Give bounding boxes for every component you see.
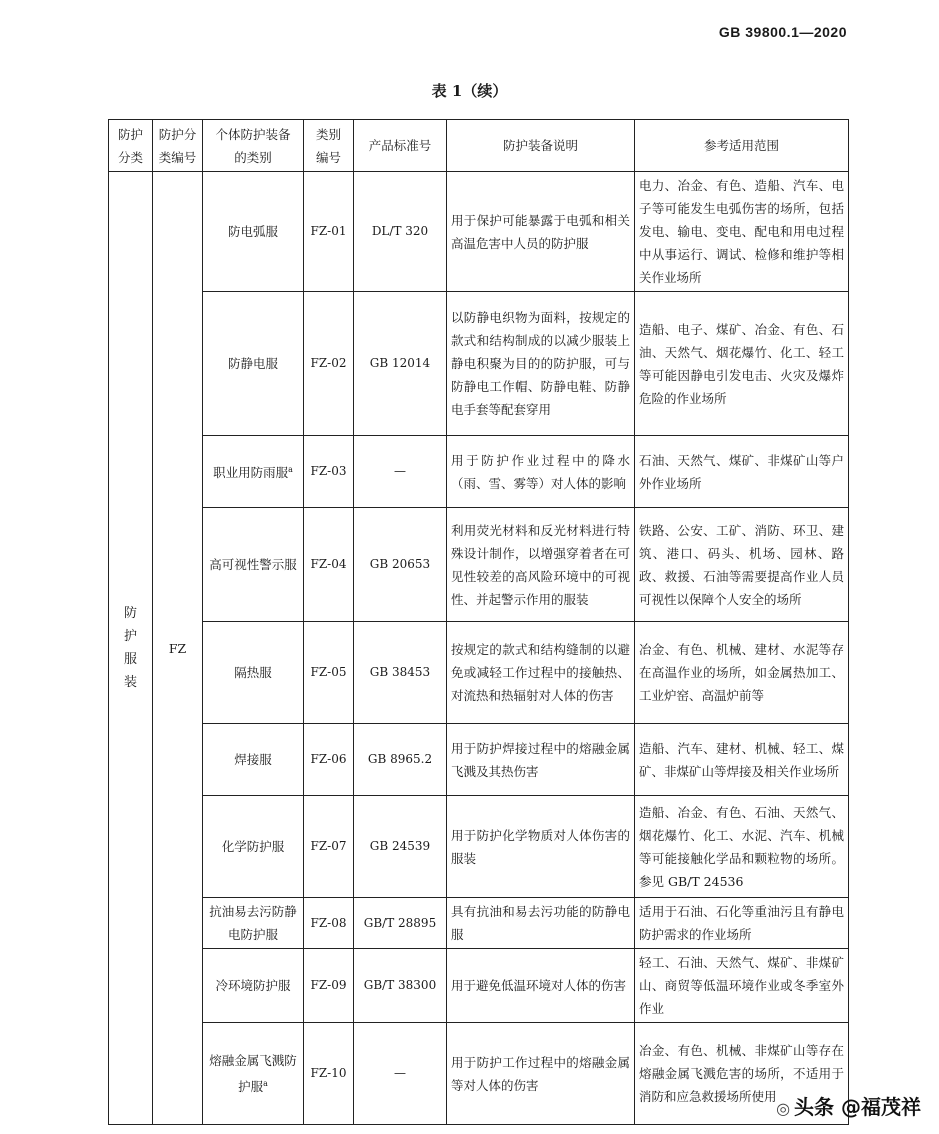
type-code-cell: FZ-08 [304,898,354,949]
scope-cell: 冶金、有色、机械、建材、水泥等存在高温作业的场所，如金属热加工、工业炉窑、高温炉前等 [635,622,849,724]
standard-number-cell: GB 12014 [354,292,447,436]
standard-number: GB 39800.1—2020 [718,24,847,40]
scope-cell: 铁路、公安、工矿、消防、环卫、建筑、港口、码头、机场、园林、路政、救援、石油等需要提高作业人员可视性以保障个人安全的场所 [635,508,849,622]
table-row [109,949,849,1023]
equipment-type-cell: 防静电服 [203,292,304,436]
standard-number-cell: — [354,1023,447,1125]
description-cell: 以防静电织物为面料，按规定的款式和结构制成的以减少服装上静电积聚为目的的防护服，可与防静电工作帽、防静电鞋、防静电手套等配套穿用 [447,292,635,436]
standard-number-cell: GB 38453 [354,622,447,724]
type-code-cell: FZ-03 [304,436,354,508]
type-code-cell: FZ-09 [304,949,354,1023]
equipment-type-cell: 高可视性警示服 [203,508,304,622]
scope-cell: 轻工、石油、天然气、煤矿、非煤矿山、商贸等低温环境作业或冬季室外作业 [635,949,849,1023]
description-cell: 用于防护焊接过程中的熔融金属飞溅及其热伤害 [447,724,635,796]
type-code-cell: FZ-06 [304,724,354,796]
watermark-text: 头条 @福茂祥 [794,1095,921,1119]
description-cell: 用于避免低温环境对人体的伤害 [447,949,635,1023]
col-header: 产品标准号 [354,120,447,172]
scope-cell: 造船、冶金、有色、石油、天然气、烟花爆竹、化工、水泥、汽车、机械等可能接触化学品和颗粒物的场所。参见 GB/T 24536 [635,796,849,898]
standard-number-cell: — [354,436,447,508]
table-row [109,292,849,436]
equipment-type-cell: 防电弧服 [203,172,304,292]
scope-cell: 石油、天然气、煤矿、非煤矿山等户外作业场所 [635,436,849,508]
table-row [109,724,849,796]
table-row [109,172,849,292]
col-header: 防护装备说明 [447,120,635,172]
scope-cell: 适用于石油、石化等重油污且有静电防护需求的作业场所 [635,898,849,949]
category-code-cell: FZ [153,172,203,1125]
scope-cell: 冶金、有色、机械、非煤矿山等存在熔融金属飞溅危害的场所，不适用于消防和应急救援场所使用 [635,1023,849,1125]
description-cell: 用于防护化学物质对人体伤害的服装 [447,796,635,898]
category-name-cell: 防 护 服 装 [109,172,153,1125]
description-cell: 按规定的款式和结构缝制的以避免或减轻工作过程中的接触热、对流热和热辐射对人体的伤害 [447,622,635,724]
col-header: 防护分 类编号 [153,120,203,172]
table-row [109,1023,849,1125]
type-code-cell: FZ-07 [304,796,354,898]
table-row [109,508,849,622]
standard-number-cell: GB/T 28895 [354,898,447,949]
header-row [109,120,849,172]
scope-cell: 造船、电子、煤矿、冶金、有色、石油、天然气、烟花爆竹、化工、轻工等可能因静电引发电击、火灾及爆炸危险的作业场所 [635,292,849,436]
table-row [109,622,849,724]
standard-number-cell: DL/T 320 [354,172,447,292]
equipment-type-cell: 职业用防雨服$^a$ [203,436,304,508]
table-title: 表 1（续） [431,82,508,100]
scope-cell: 电力、冶金、有色、造船、汽车、电子等可能发生电弧伤害的场所，包括发电、输电、变电、配电和用电过程中从事运行、调试、检修和维护等相关作业场所 [635,172,849,292]
description-cell: 用于防护作业过程中的降水（雨、雪、雾等）对人体的影响 [447,436,635,508]
description-cell: 用于防护工作过程中的熔融金属等对人体的伤害 [447,1023,635,1125]
standard-number-cell: GB/T 38300 [354,949,447,1023]
scope-cell: 造船、汽车、建材、机械、轻工、煤矿、非煤矿山等焊接及相关作业场所 [635,724,849,796]
description-cell: 用于保护可能暴露于电弧和相关高温危害中人员的防护服 [447,172,635,292]
watermark [776,1091,921,1120]
col-header: 参考适用范围 [635,120,849,172]
protective-clothing-table [108,119,849,1125]
table-row [109,796,849,898]
table-row [109,898,849,949]
footnote-marker: a [263,1078,268,1088]
col-header: 防护 分类 [109,120,153,172]
description-cell: 具有抗油和易去污功能的防静电服 [447,898,635,949]
equipment-type-cell: 焊接服 [203,724,304,796]
wechat-icon: ◎ [776,1099,791,1118]
standard-number-cell: GB 20653 [354,508,447,622]
standard-number-cell: GB 24539 [354,796,447,898]
type-code-cell: FZ-01 [304,172,354,292]
equipment-type-cell: 化学防护服 [203,796,304,898]
description-cell: 利用荧光材料和反光材料进行特殊设计制作，以增强穿着者在可见性较差的高风险环境中的可视性、并起警示作用的服装 [447,508,635,622]
col-header: 类别 编号 [304,120,354,172]
equipment-type-cell: 冷环境防护服 [203,949,304,1023]
type-code-cell: FZ-04 [304,508,354,622]
footnote-marker: a [288,465,293,475]
type-code-cell: FZ-10 [304,1023,354,1125]
equipment-type-cell: 隔热服 [203,622,304,724]
standard-number-cell: GB 8965.2 [354,724,447,796]
type-code-cell: FZ-02 [304,292,354,436]
type-code-cell: FZ-05 [304,622,354,724]
col-header: 个体防护装备 的类别 [203,120,304,172]
equipment-type-cell: 熔融金属飞溅防护服$^a$ [203,1023,304,1125]
table-row [109,436,849,508]
equipment-type-cell: 抗油易去污防静电防护服 [203,898,304,949]
